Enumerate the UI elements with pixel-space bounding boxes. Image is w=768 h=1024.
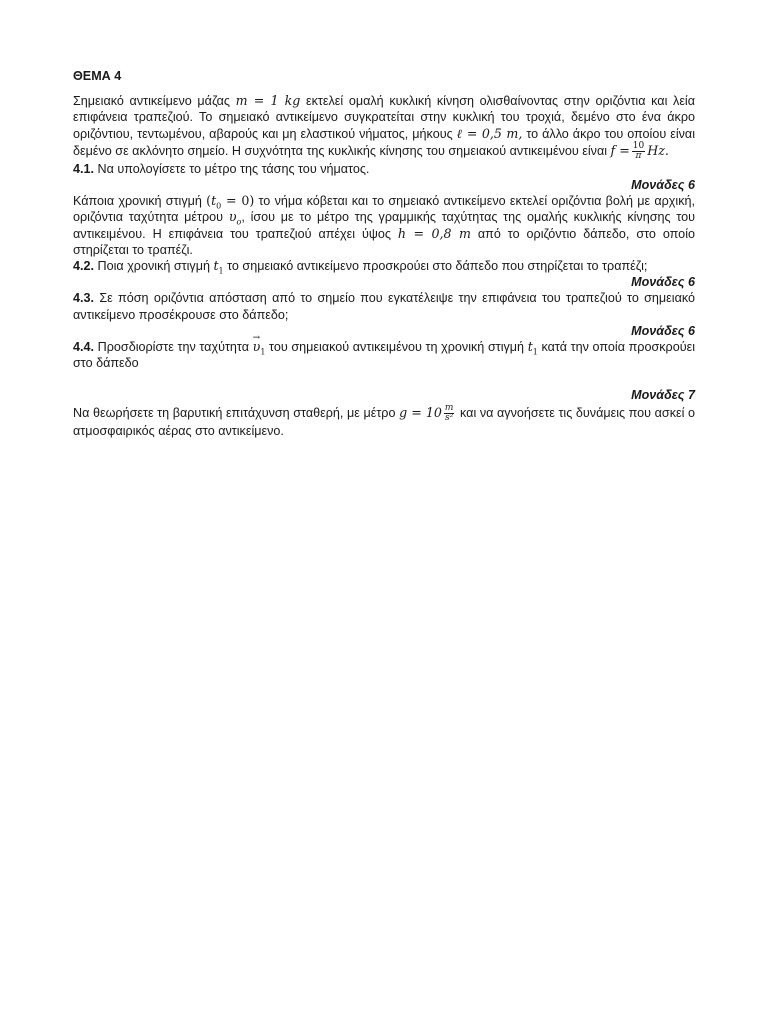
gravity-unit-numerator: m (444, 402, 454, 413)
frequency-lhs: f = (610, 142, 630, 158)
question-4-3 (73, 290, 695, 322)
v0-subscript: o (236, 217, 242, 227)
para2-text-2: το νήμα κόβεται και το σημειακό αντικείμενο εκτελεί οριζόντια βολή με αρχική, οριζόντια ταχύτητα μέτρου (73, 194, 696, 225)
section-title: ΘΕΜΑ 4 (73, 69, 122, 83)
v1-vector: → υ (253, 339, 261, 355)
mass-expression: m = 1 kg (235, 93, 301, 109)
question-text: Σε πόση οριζόντια απόσταση από το σημείο που εγκατέλειψε την επιφάνεια του τραπεζιού το σημειακό αντικείμενο προσέκρουσε στο δάπεδο; (73, 291, 696, 322)
v0-variable: υ (228, 209, 237, 225)
question-text-2: το σημειακό αντικείμενο προσκρούει στο δάπεδο που στηρίζεται το τραπέζι; (227, 259, 648, 274)
t0-subscript: 0 (216, 201, 222, 211)
marks-label: Μονάδες 6 (631, 178, 695, 193)
marks-label: Μονάδες 7 (631, 388, 695, 403)
frequency-numerator: 10 (632, 140, 645, 151)
t0-value: = 0) (221, 193, 255, 209)
intro-paragraph (73, 93, 695, 161)
para2-text-1: Κάποια χρονική στιγμή (73, 194, 202, 209)
gravity-unit-fraction (444, 404, 455, 423)
paren-open: ( (206, 193, 212, 209)
question-4-2 (73, 258, 695, 274)
question-text-2: του σημειακού αντικειμένου τη χρονική στιγμή (269, 340, 525, 355)
t0-variable: t (211, 193, 217, 209)
t1-subscript: 1 (218, 266, 224, 276)
para2-text-3: , ίσου με το μέτρο της γραμμικής ταχύτητας της ομαλής κυκλικής κίνησης του αντικειμένου. Η επιφάνεια του τραπεζιού απέχει ύψος (73, 210, 696, 241)
frequency-unit: Hz. (647, 142, 669, 158)
height-expression: h = 0,8 m (397, 225, 471, 241)
v1-subscript: 1 (260, 347, 266, 357)
exam-page (73, 68, 695, 439)
t1-variable: t (527, 339, 533, 355)
intro-text-3: το άλλο άκρο του οποίου είναι δεμένο σε ακλόνητο σημείο. Η συχνότητα της κυκλικής κίνησης του σημειακού αντικειμένου είναι (73, 126, 695, 158)
frequency-fraction (632, 142, 645, 161)
question-text: Να υπολογίσετε το μέτρο της τάσης του νήματος. (97, 161, 370, 176)
para2-text-4: από το οριζόντιο δάπεδο, στο οποίο στηρίζεται το τραπέζι. (73, 226, 695, 257)
question-text-3: κατά την οποία προσκρούει στο δάπεδο (73, 340, 696, 371)
question-number: 4.2. (73, 259, 95, 274)
question-4-4 (73, 339, 695, 371)
spacer (73, 371, 695, 387)
question-number: 4.1. (73, 161, 95, 176)
marks-label: Μονάδες 6 (631, 323, 695, 338)
question-4-1 (73, 161, 695, 177)
gravity-unit-denominator: s² (445, 412, 454, 423)
intro-text-1: Σημειακό αντικείμενο μάζας (73, 94, 231, 109)
length-expression: ℓ = 0,5 m, (456, 125, 523, 141)
marks-label: Μονάδες 6 (631, 275, 695, 290)
cut-string-paragraph (73, 193, 695, 258)
frequency-denominator: π (635, 150, 642, 161)
note-text-2: και να αγνοήσετε τις δυνάμεις που ασκεί ο ατμοσφαιρικός αέρας στο αντικείμενο. (73, 405, 696, 438)
question-text: Ποια χρονική στιγμή (97, 259, 210, 274)
gravity-expression: g = 10 (399, 404, 442, 420)
intro-text-2: εκτελεί ομαλή κυκλική κίνηση ολισθαίνοντας στην οριζόντια και λεία επιφάνεια τραπεζιού. Το σημειακό αντικείμενο συγκρατείται στην κυκλική του τροχιά, δεμένο στο ένα άκρο οριζόντιου, τεντωμένου, αβαρούς και μη ελαστικού νήματος, μήκους (73, 94, 696, 141)
question-number: 4.3. (73, 291, 95, 306)
gravity-note (73, 404, 695, 439)
t1-variable: t (213, 258, 219, 274)
t1-subscript: 1 (532, 347, 538, 357)
question-text: Προσδιορίστε την ταχύτητα (97, 340, 250, 355)
note-text-1: Να θεωρήσετε τη βαρυτική επιτάχυνση σταθερή, με μέτρο (73, 405, 396, 420)
question-number: 4.4. (73, 340, 95, 355)
